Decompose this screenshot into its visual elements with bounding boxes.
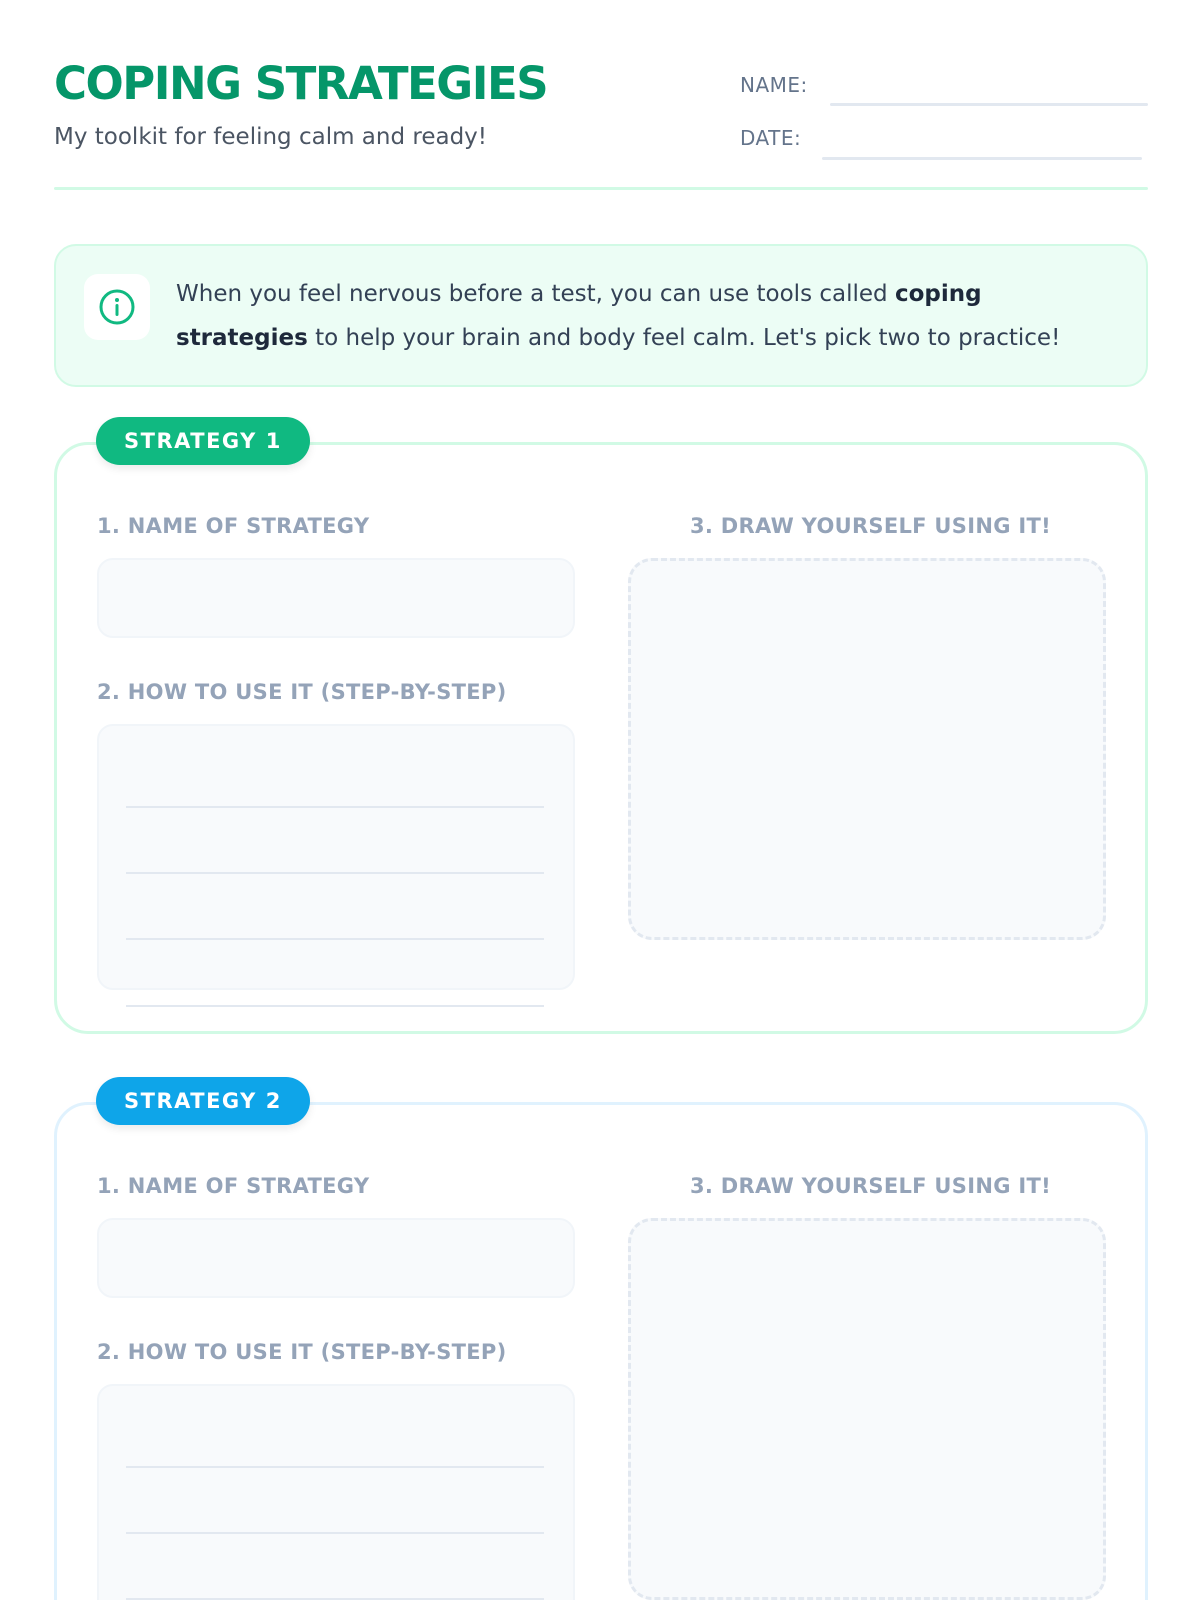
intro-bold-term: coping strategies [176,281,982,351]
strategy-1-name-label: 1. NAME OF STRATEGY [97,514,370,538]
date-label: DATE: [740,126,802,150]
strategy-2-name-input[interactable] [97,1218,575,1298]
name-field[interactable] [830,103,1148,106]
strategy-2-steps-label: 2. HOW TO USE IT (STEP-BY-STEP) [97,1340,507,1364]
writing-line [126,1532,544,1534]
intro-callout [54,244,1148,387]
info-icon [84,274,150,340]
strategy-2-badge: STRATEGY 2 [96,1077,310,1125]
name-label: NAME: [740,73,808,97]
strategy-1-steps-input[interactable] [97,724,575,990]
strategy-1-name-input[interactable] [97,558,575,638]
strategy-1-badge: STRATEGY 1 [96,417,310,465]
writing-line [126,806,544,808]
writing-line [126,1005,544,1007]
writing-line [126,938,544,940]
page-title: COPING STRATEGIES [54,57,548,110]
strategy-1-draw-label: 3. DRAW YOURSELF USING IT! [690,514,1051,538]
strategy-2-draw-label: 3. DRAW YOURSELF USING IT! [690,1174,1051,1198]
strategy-2-drawing-area[interactable] [628,1218,1106,1600]
strategy-2-name-label: 1. NAME OF STRATEGY [97,1174,370,1198]
header-divider [54,187,1148,190]
writing-line [126,1466,544,1468]
writing-line [126,872,544,874]
strategy-1-drawing-area[interactable] [628,558,1106,940]
strategy-1-steps-label: 2. HOW TO USE IT (STEP-BY-STEP) [97,680,507,704]
page-subtitle: My toolkit for feeling calm and ready! [54,124,488,150]
strategy-2-steps-input[interactable] [97,1384,575,1600]
date-field[interactable] [822,157,1142,160]
intro-text: When you feel nervous before a test, you can use tools called coping strategies to help your brain and body feel calm. Let's pick two to practice! [176,281,1061,351]
